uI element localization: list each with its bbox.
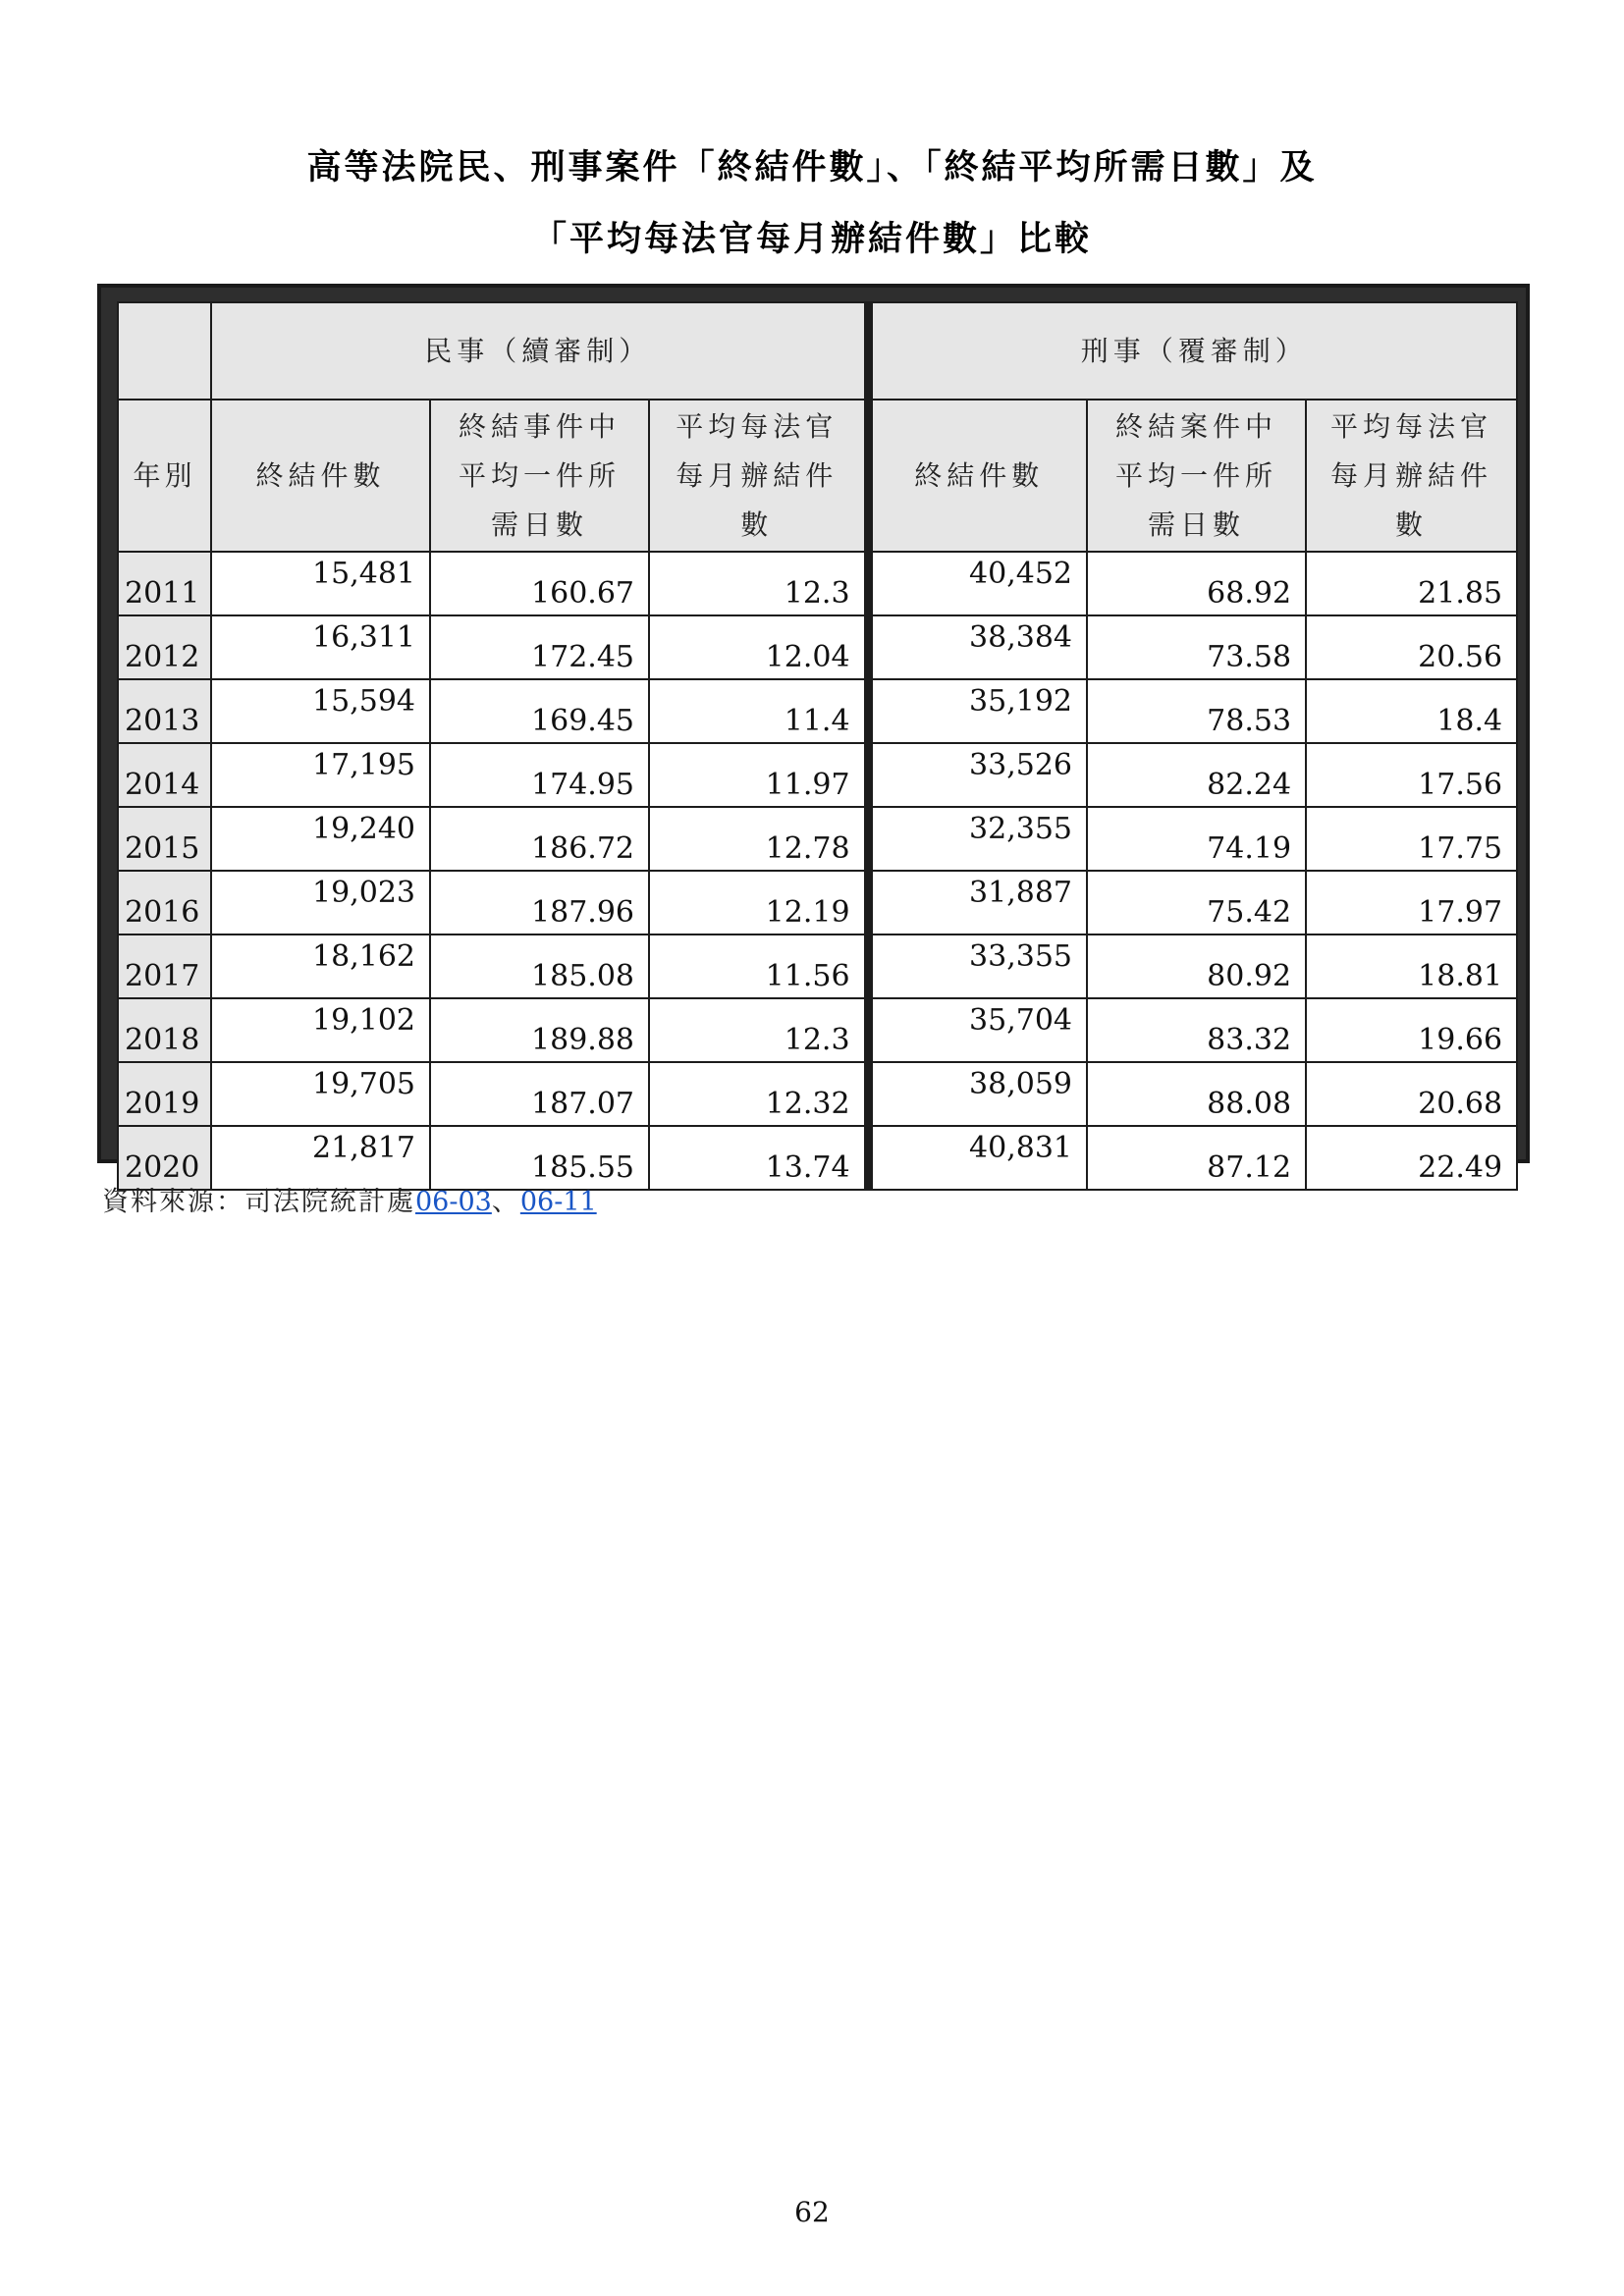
criminal-per-judge-cell: 20.68 [1306, 1062, 1517, 1126]
table-row [118, 998, 1517, 1062]
criminal-per-judge-cell: 17.56 [1306, 743, 1517, 807]
source-separator: 、 [491, 1187, 520, 1217]
civil-per-judge-cell: 11.56 [649, 934, 868, 998]
year-cell: 2017 [118, 934, 211, 998]
year-cell: 2020 [118, 1126, 211, 1190]
corner-cell [118, 302, 211, 400]
criminal-days-cell: 87.12 [1087, 1126, 1306, 1190]
civil-days-cell: 187.07 [430, 1062, 649, 1126]
civil-count-cell: 21,817 [211, 1126, 430, 1190]
table-row [118, 871, 1517, 934]
criminal-count-cell: 33,355 [868, 934, 1087, 998]
year-cell: 2016 [118, 871, 211, 934]
year-cell: 2014 [118, 743, 211, 807]
year-cell: 2018 [118, 998, 211, 1062]
source-org: 司法院統計處 [244, 1187, 415, 1217]
table-row [118, 679, 1517, 743]
table-row [118, 552, 1517, 615]
criminal-days-cell: 68.92 [1087, 552, 1306, 615]
civil-days-cell: 185.08 [430, 934, 649, 998]
civil-count-cell: 16,311 [211, 615, 430, 679]
civil-days-cell: 185.55 [430, 1126, 649, 1190]
civil-per-judge-header: 平均每法官 每月辦結件 數 [649, 400, 868, 552]
year-cell: 2011 [118, 552, 211, 615]
criminal-count-cell: 38,059 [868, 1062, 1087, 1126]
year-cell: 2013 [118, 679, 211, 743]
civil-group-header: 民事（續審制） [211, 302, 868, 400]
civil-days-cell: 186.72 [430, 807, 649, 871]
civil-days-cell: 174.95 [430, 743, 649, 807]
table-row [118, 743, 1517, 807]
criminal-per-judge-cell: 19.66 [1306, 998, 1517, 1062]
criminal-count-cell: 38,384 [868, 615, 1087, 679]
source-prefix: 資料來源： [102, 1187, 244, 1217]
year-cell: 2015 [118, 807, 211, 871]
statistics-table-frame [97, 284, 1530, 1185]
criminal-count-cell: 35,192 [868, 679, 1087, 743]
data-source-note [102, 1180, 597, 1218]
civil-per-judge-cell: 13.74 [649, 1126, 868, 1190]
table-row [118, 1062, 1517, 1126]
civil-days-cell: 160.67 [430, 552, 649, 615]
civil-per-judge-cell: 12.3 [649, 998, 868, 1062]
civil-days-cell: 187.96 [430, 871, 649, 934]
civil-per-judge-cell: 12.19 [649, 871, 868, 934]
civil-per-judge-cell: 12.3 [649, 552, 868, 615]
table-row [118, 807, 1517, 871]
table-row [118, 934, 1517, 998]
criminal-per-judge-cell: 20.56 [1306, 615, 1517, 679]
criminal-days-cell: 80.92 [1087, 934, 1306, 998]
year-column-header: 年別 [118, 400, 211, 552]
civil-count-cell: 19,023 [211, 871, 430, 934]
civil-count-cell: 18,162 [211, 934, 430, 998]
page-title-line-2: 「平均每法官每月辦結件數」比較 [531, 220, 1092, 259]
statistics-table [117, 301, 1518, 1191]
criminal-per-judge-cell: 17.75 [1306, 807, 1517, 871]
criminal-group-header: 刑事（覆審制） [868, 302, 1517, 400]
page-number: 62 [794, 2196, 830, 2228]
civil-per-judge-cell: 11.4 [649, 679, 868, 743]
table-body [118, 552, 1517, 1190]
criminal-days-cell: 88.08 [1087, 1062, 1306, 1126]
civil-per-judge-cell: 12.32 [649, 1062, 868, 1126]
source-link-06-03[interactable]: 06-03 [415, 1187, 492, 1217]
civil-count-cell: 19,705 [211, 1062, 430, 1126]
civil-days-header: 終結事件中 平均一件所 需日數 [430, 400, 649, 552]
civil-count-cell: 19,240 [211, 807, 430, 871]
civil-per-judge-cell: 11.97 [649, 743, 868, 807]
criminal-count-cell: 40,831 [868, 1126, 1087, 1190]
criminal-count-cell: 35,704 [868, 998, 1087, 1062]
criminal-count-cell: 31,887 [868, 871, 1087, 934]
criminal-days-header: 終結案件中 平均一件所 需日數 [1087, 400, 1306, 552]
civil-count-cell: 19,102 [211, 998, 430, 1062]
year-cell: 2019 [118, 1062, 211, 1126]
criminal-days-cell: 82.24 [1087, 743, 1306, 807]
civil-per-judge-cell: 12.78 [649, 807, 868, 871]
criminal-count-cell: 40,452 [868, 552, 1087, 615]
civil-days-cell: 189.88 [430, 998, 649, 1062]
civil-count-cell: 15,594 [211, 679, 430, 743]
criminal-days-cell: 83.32 [1087, 998, 1306, 1062]
criminal-per-judge-cell: 18.81 [1306, 934, 1517, 998]
civil-days-cell: 172.45 [430, 615, 649, 679]
criminal-per-judge-cell: 21.85 [1306, 552, 1517, 615]
table-group-header-row [118, 302, 1517, 400]
criminal-days-cell: 73.58 [1087, 615, 1306, 679]
criminal-days-cell: 75.42 [1087, 871, 1306, 934]
criminal-count-cell: 33,526 [868, 743, 1087, 807]
year-cell: 2012 [118, 615, 211, 679]
source-link-06-11[interactable]: 06-11 [519, 1187, 597, 1217]
criminal-count-header: 終結件數 [868, 400, 1087, 552]
criminal-per-judge-cell: 18.4 [1306, 679, 1517, 743]
criminal-per-judge-cell: 17.97 [1306, 871, 1517, 934]
criminal-days-cell: 78.53 [1087, 679, 1306, 743]
civil-per-judge-cell: 12.04 [649, 615, 868, 679]
criminal-days-cell: 74.19 [1087, 807, 1306, 871]
civil-count-cell: 15,481 [211, 552, 430, 615]
criminal-per-judge-header: 平均每法官 每月辦結件 數 [1306, 400, 1517, 552]
criminal-per-judge-cell: 22.49 [1306, 1126, 1517, 1190]
civil-count-cell: 17,195 [211, 743, 430, 807]
table-column-header-row [118, 400, 1517, 552]
table-row [118, 615, 1517, 679]
civil-days-cell: 169.45 [430, 679, 649, 743]
civil-count-header: 終結件數 [211, 400, 430, 552]
page-title-line-1: 高等法院民、刑事案件「終結件數」、「終結平均所需日數」及 [306, 148, 1318, 187]
criminal-count-cell: 32,355 [868, 807, 1087, 871]
